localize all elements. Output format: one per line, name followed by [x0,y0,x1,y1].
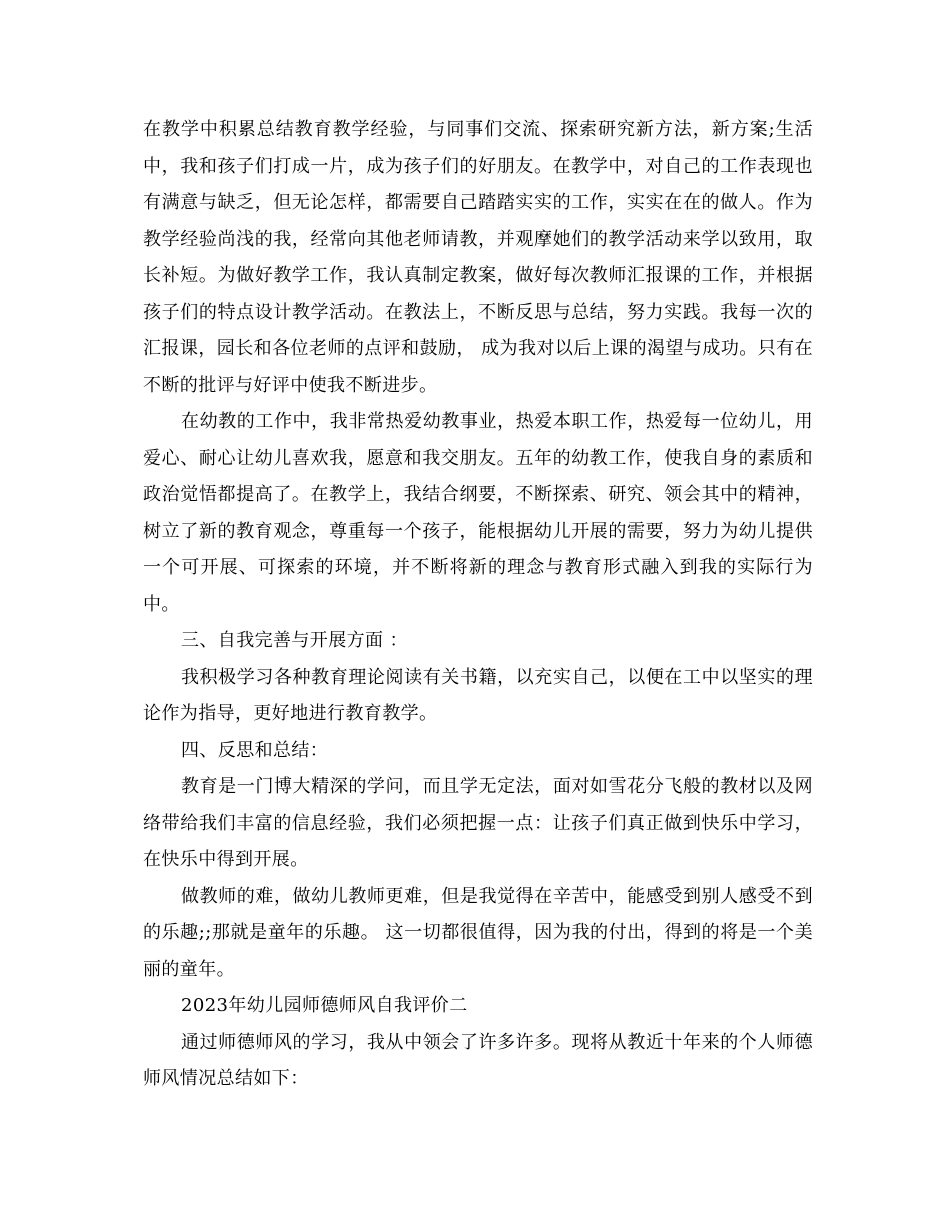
paragraph-teaching-experience: 在教学中积累总结教育教学经验，与同事们交流、探索研究新方法，新方案;生活中，我和孩子们打成一片，成为孩子们的好朋友。在教学中，对自己的工作表现也有满意与缺乏，但无论怎样，都需要自己踏踏实实的工作，实实在在的做人。作为教学经验尚浅的我，经常向其他老师请教，并观摩她们的教学活动来学以致用，取长补短。为做好教学工作，我认真制定教案，做好每次教师汇报课的工作，并根据孩子们的特点设计教学活动。在教法上，不断反思与总结，努力实践。我每一次的汇报课，园长和各位老师的点评和鼓励， 成为我对以后上课的渴望与成功。只有在不断的批评与好评中使我不断进步。 [143,119,813,396]
paragraph-love-of-work: 在幼教的工作中，我非常热爱幼教事业，热爱本职工作，热爱每一位幼儿，用爱心、耐心让幼儿喜欢我，愿意和我交朋友。五年的幼教工作，使我自身的素质和政治觉悟都提高了。在教学上，我结合纲要，不断探索、研究、领会其中的精神，树立了新的教育观念，尊重每一个孩子，能根据幼儿开展的需要，努力为幼儿提供一个可开展、可探索的环境，并不断将新的理念与教育形式融入到我的实际行为中。 [143,411,813,615]
document-section-title: 2023年幼儿园师德师风自我评价二 [181,995,468,1016]
paragraph-study-theory: 我积极学习各种教育理论阅读有关书籍，以充实自己，以便在工中以坚实的理论作为指导，更好地进行教育教学。 [143,666,813,724]
section-heading-reflection: 四、反思和总结： [181,739,329,761]
paragraph-education-learning: 教育是一门博大精深的学问，而且学无定法，面对如雪花分飞般的教材以及网络带给我们丰富的信息经验，我们必须把握一点：让孩子们真正做到快乐中学习，在快乐中得到开展。 [143,776,813,870]
paragraph-ethics-summary: 通过师德师风的学习，我从中领会了许多许多。现将从教近十年来的个人师德师风情况总结如下： [143,1031,813,1089]
paragraph-teacher-joy: 做教师的难，做幼儿教师更难，但是我觉得在辛苦中，能感受到别人感受不到的乐趣;;那就是童年的乐趣。 这一切都很值得，因为我的付出，得到的将是一个美丽的童年。 [143,885,813,980]
document-body [143,112,813,1098]
section-heading-self-improvement: 三、自我完善与开展方面 ： [181,630,408,651]
